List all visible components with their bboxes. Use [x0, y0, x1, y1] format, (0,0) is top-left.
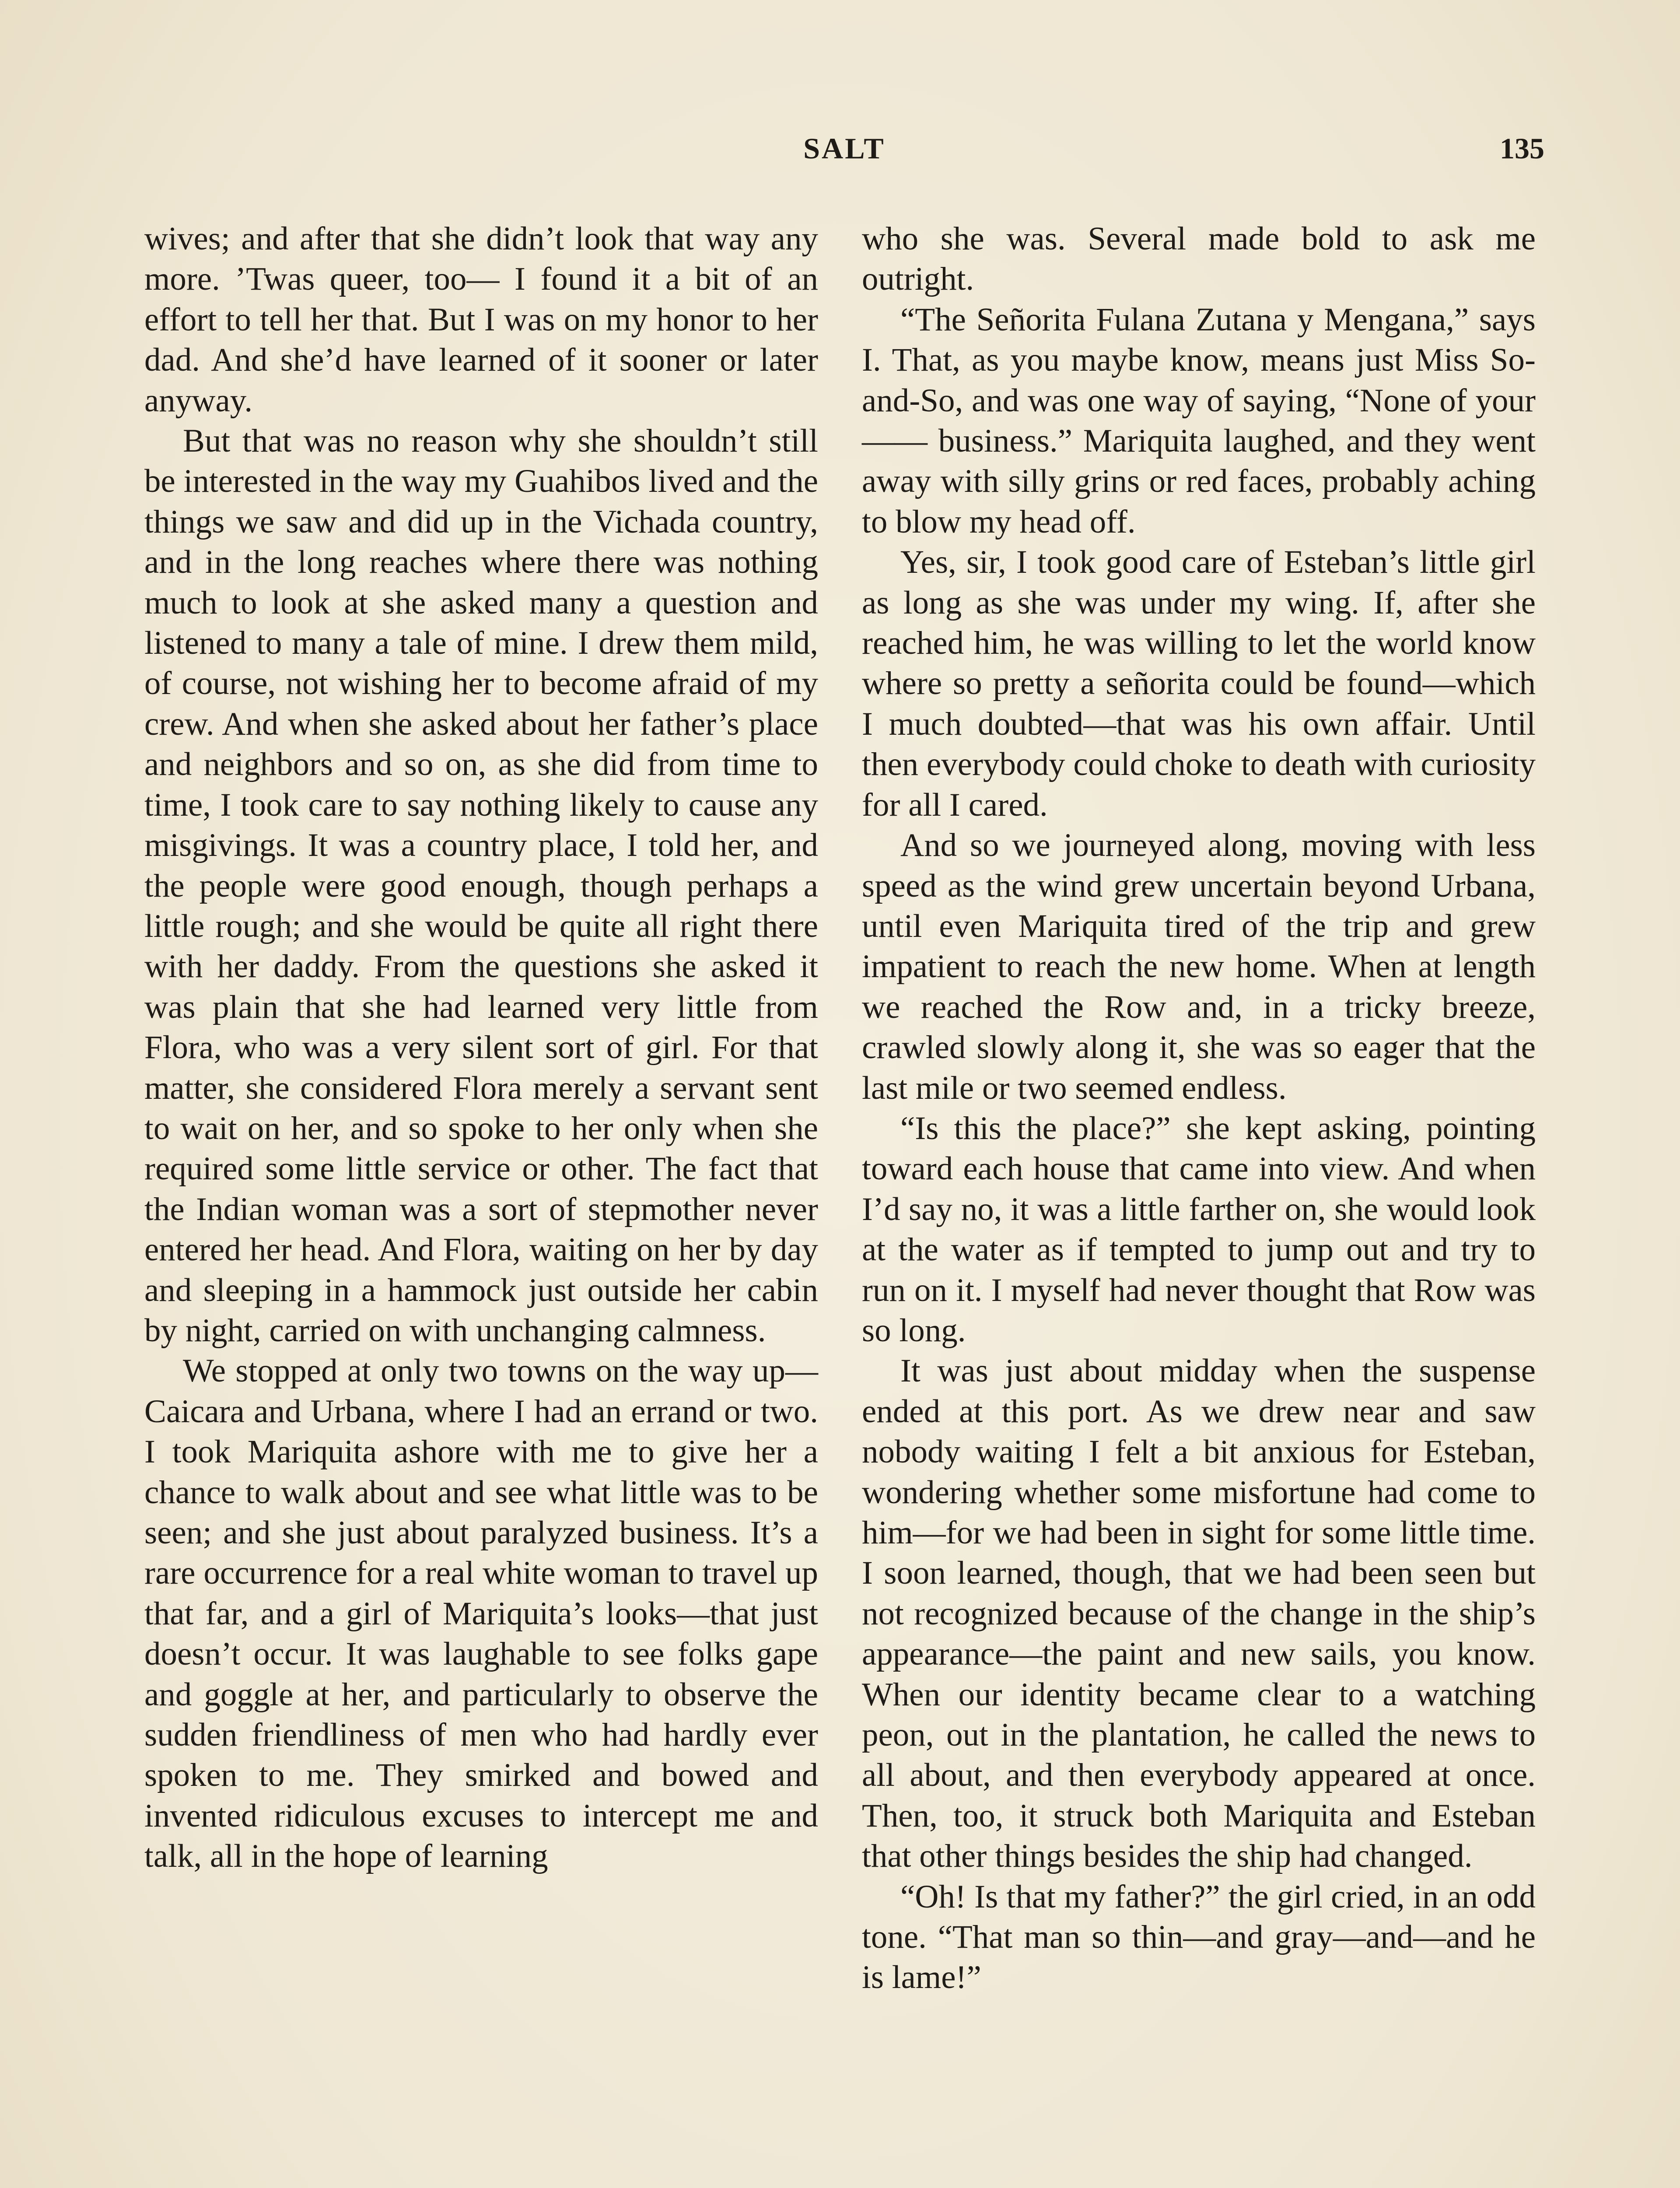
paragraph: who she was. Several made bold to ask me outright.: [862, 221, 1536, 298]
paragraph: But that was no reason why she shouldn’t still be interested in the way my Guahibos lived and the things we saw and did up in the Vichada country, and in the long reaches where there was nothing much to look at she asked many a question and listened to many a tale of mine. I drew them mild, of course, not wishing her to become afraid of my crew. And when she asked about her father’s place and neighbors and so on, as she did from time to time, I took care to say nothing likely to cause any misgivings. It was a country place, I told her, and the people were good enough, though perhaps a little rough; and she would be quite all right there with her daddy. From the questions she asked it was plain that she had learned very little from Flora, who was a very silent sort of girl. For that matter, she considered Flora merely a servant sent to wait on her, and so spoke to her only when she required some little service or other. The fact that the Indian woman was a sort of stepmother never entered her head. And Flora, waiting on her by day and sleeping in a hammock just outside her cabin by night, carried on with unchanging calmness.: [144, 423, 818, 1349]
paragraph: It was just about midday when the suspense ended at this port. As we drew near and saw nobody waiting I felt a bit anxious for Esteban, wondering whether some misfortune had come to him—for we had been in sight for some little time. I soon learned, though, that we had been seen but not recognized because of the change in the ship’s appearance—the paint and new sails, you know. When our identity became clear to a watching peon, out in the plantation, he called the news to all about, and then everybody appeared at once. Then, too, it struck both Mariquita and Esteban that other things besides the ship had changed.: [862, 1353, 1536, 1875]
paragraph: wives; and after that she didn’t look that way any more. ’Twas queer, too— I found it a bit of an effort to tell her that. But I was on my honor to her dad. And she’d have learned of it sooner or later anyway.: [144, 221, 818, 419]
page-number: 135: [1500, 132, 1544, 165]
text-column-right: [862, 219, 1536, 1998]
paragraph: “The Señorita Fulana Zutana y Mengana,” says I. That, as you maybe know, means just Miss So-and-So, and was one way of saying, “None of your —— business.” Mariquita laughed, and they went away with silly grins or red faces, probably aching to blow my head off.: [862, 301, 1536, 540]
running-head: SALT: [803, 132, 886, 165]
paragraph: “Is this the place?” she kept asking, pointing toward each house that came into view. And when I’d say no, it was a little farther on, she would look at the water as if tempted to jump out and try to run on it. I myself had never thought that Row was so long.: [862, 1110, 1536, 1349]
paragraph: We stopped at only two towns on the way up—Caicara and Urbana, where I had an errand or two. I took Mariquita ashore with me to give her a chance to walk about and see what little was to be seen; and she just about paralyzed business. It’s a rare occurrence for a real white woman to travel up that far, and a girl of Mariquita’s looks—that just doesn’t occur. It was laughable to see folks gape and goggle at her, and particularly to observe the sudden friendliness of men who had hardly ever spoken to me. They smirked and bowed and invented ridiculous excuses to intercept me and talk, all in the hope of learning: [144, 1353, 818, 1875]
page-header: [144, 131, 1544, 184]
paragraph: And so we journeyed along, moving with less speed as the wind grew uncertain beyond Urbana, until even Mariquita tired of the trip and grew impatient to reach the new home. When at length we reached the Row and, in a tricky breeze, crawled slowly along it, she was so eager that the last mile or two seemed endless.: [862, 827, 1536, 1106]
paragraph: “Oh! Is that my father?” the girl cried, in an odd tone. “That man so thin—and gray—and—and he is lame!”: [862, 1878, 1536, 1996]
text-column-left: [144, 219, 818, 1877]
paragraph: Yes, sir, I took good care of Esteban’s little girl as long as she was under my wing. If, after she reached him, he was willing to let the world know where so pretty a señorita could be found—which I much doubted—that was his own affair. Until then everybody could choke to death with curiosity for all I cared.: [862, 544, 1536, 823]
